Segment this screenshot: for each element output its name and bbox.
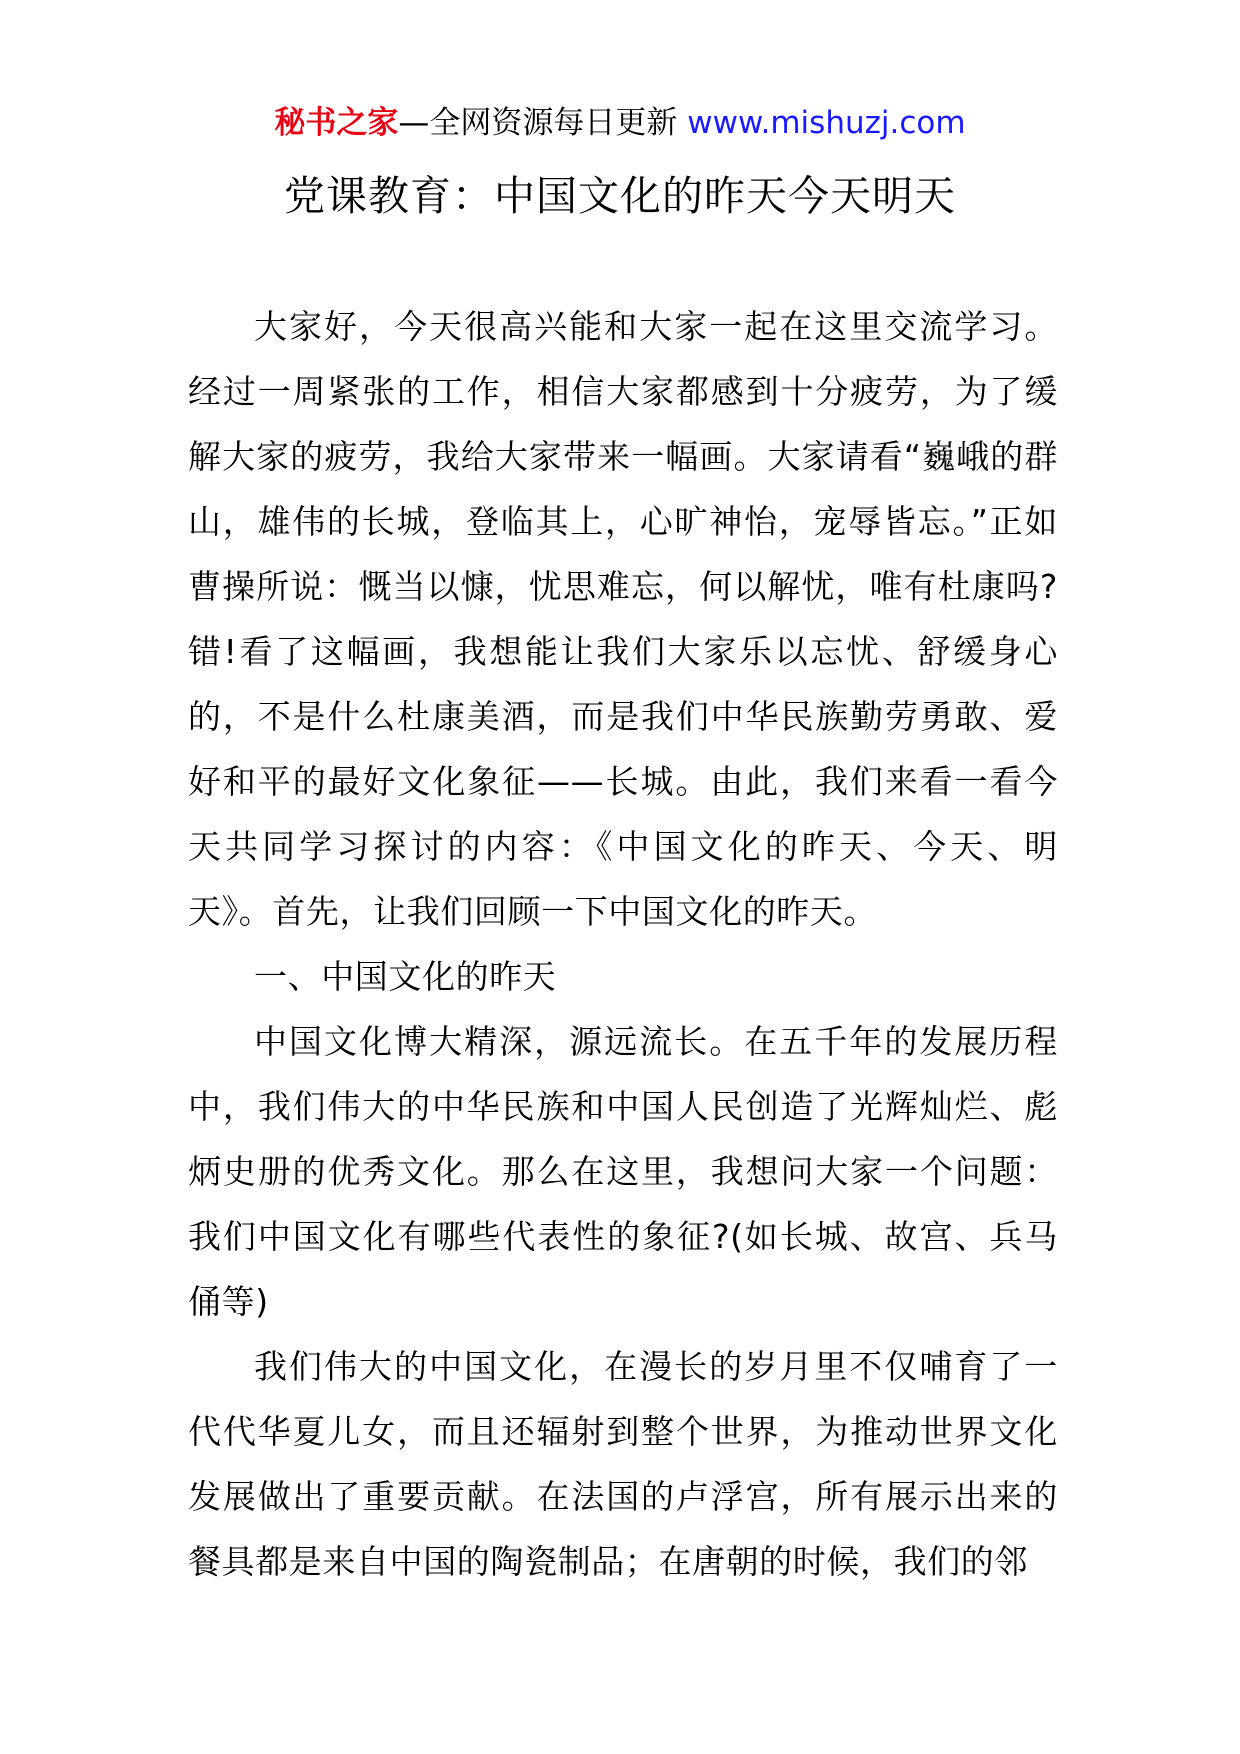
site-url-link[interactable]: www.mishuzj.com — [687, 105, 966, 141]
site-tagline: —全网资源每日更新 — [398, 105, 678, 141]
document-body — [188, 294, 1058, 1594]
paragraph-influence: 我们伟大的中国文化，在漫长的岁月里不仅哺育了一代代华夏儿女，而且还辐射到整个世界，为推动世界文化发展做出了重要贡献。在法国的卢浮宫，所有展示出来的餐具都是来自中国的陶瓷制品；在唐朝的时候，我们的邻 — [188, 1347, 1058, 1581]
section-heading: 一、中国文化的昨天 — [254, 957, 557, 996]
paragraph-intro: 大家好，今天很高兴能和大家一起在这里交流学习。经过一周紧张的工作，相信大家都感到十分疲劳，为了缓解大家的疲劳，我给大家带来一幅画。大家请看“巍峨的群山，雄伟的长城，登临其上，心旷神怡，宠辱皆忘。”正如曹操所说：慨当以慷，忧思难忘，何以解忧，唯有杜康吗?错!看了这幅画，我想能让我们大家乐以忘忧、舒缓身心的，不是什么杜康美酒，而是我们中华民族勤劳勇敢、爱好和平的最好文化象征——长城。由此，我们来看一看今天共同学习探讨的内容：《中国文化的昨天、今天、明天》。首先，让我们回顾一下中国文化的昨天。 — [188, 307, 1058, 931]
paragraph-section-one: 中国文化博大精深，源远流长。在五千年的发展历程中，我们伟大的中华民族和中国人民创造了光辉灿烂、彪炳史册的优秀文化。那么在这里，我想问大家一个问题：我们中国文化有哪些代表性的象征?(如长城、故宫、兵马俑等) — [188, 1022, 1058, 1321]
document-title: 党课教育：中国文化的昨天今天明天 — [284, 172, 956, 220]
site-header — [0, 103, 1240, 143]
site-brand: 秘书之家 — [274, 105, 399, 141]
